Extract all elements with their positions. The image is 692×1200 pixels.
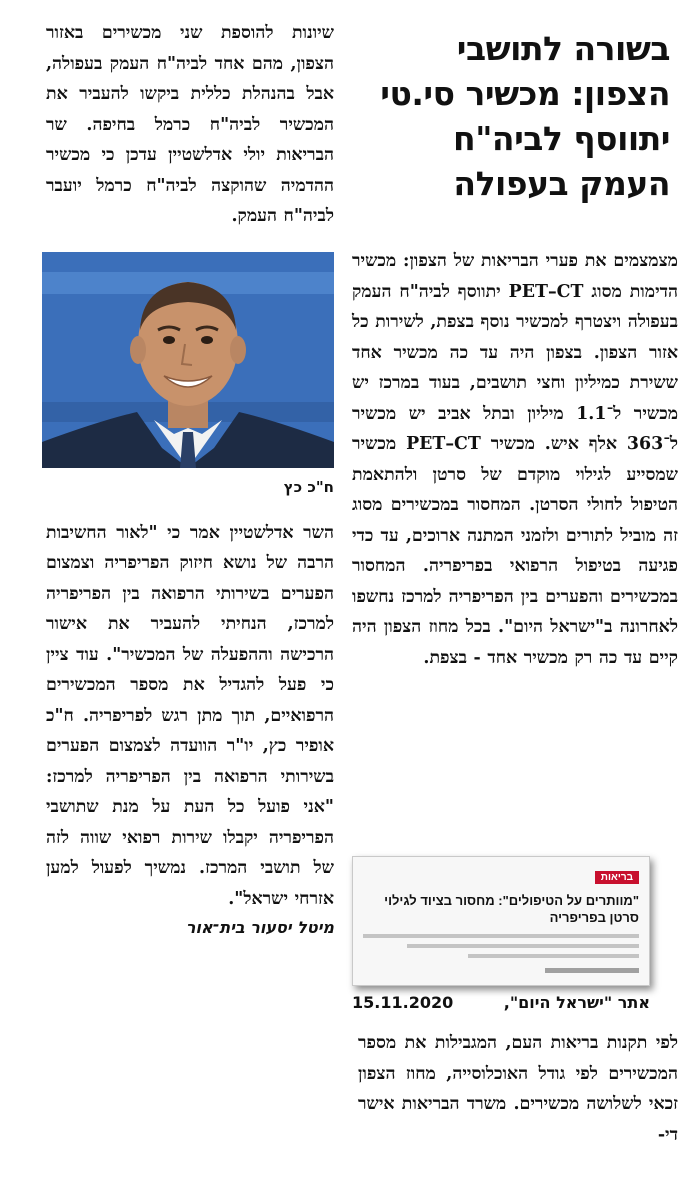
clipping-section-label: בריאות: [595, 871, 639, 884]
clipping-title: "מוותרים על הטיפולים": מחסור בציוד לגילוי סרטן בפריפריה: [384, 893, 639, 925]
clipping-author-line: [545, 968, 639, 973]
left-column: [46, 18, 334, 937]
photo-caption: ח"כ כץ: [283, 477, 334, 496]
article-body-left-top: שיונות להוספת שני מכשירים באזור הצפון, מהם אחד לביה"ח העמק בעפולה, אבל בהנהלת כללית ביקשו להעביר את המכשיר לביה"ח כרמל בחיפה. שר הבריאות יולי אדלשטיין עדכן כי מכשיר ההדמיה שהוקצה לביה"ח כרמל יועבר לביה"ח העמק.: [46, 23, 334, 226]
byline: מיטל יסעור בית־אור: [185, 918, 334, 937]
right-column: [352, 26, 682, 673]
clipping-line: [468, 954, 639, 958]
news-clipping: [352, 856, 650, 986]
clipping-source: אתר "ישראל היום",: [503, 993, 650, 1012]
portrait-photo: [42, 252, 334, 468]
article-body-left-bottom: השר אדלשטיין אמר כי "לאור החשיבות הרבה של נושא חיזוק הפריפריה וצמצום הפערים בשירותי הרפואה בין הפריפריה למרכז, הנחיתי להעביר את אישור הרכישה וההפעלה של המכשיר". עוד ציין כי פעל להגדיל את מספר המכשירים הרפואיים, תוך מתן רגש לפריפריה. ח"כ אופיר כץ, יו"ר הוועדה לצמצום הפערים בשירותי הרפואה בין הפריפריה למרכז: "אני פועל כל העת על מנת שתושבי הפריפריה יקבלו שירות רפואי שווה לזה של תושבי המרכז. נמשיך לפעול למען אזרחי ישראל".: [46, 522, 334, 909]
clipping-line: [363, 934, 639, 938]
clipping-text-lines: [363, 934, 639, 958]
article-body-right-bottom: לפי תקנות בריאות העם, המגבילות את מספר המכשירים לפי גודל האוכלוסייה, מחוז הצפון זכאי לשלושה מכשירים. משרד הבריאות אישר די-: [358, 1033, 678, 1145]
portrait-illustration: [42, 252, 334, 468]
clipping-date: 15.11.2020: [352, 993, 454, 1012]
article-headline: בשורה לתושבי הצפון: מכשיר סי.טי יתווסף לביה"ח העמק בעפולה: [380, 29, 670, 203]
clipping-line: [407, 944, 639, 948]
clipping-caption: [352, 992, 650, 1014]
right-bottom-column: [358, 1028, 678, 1150]
article-body-right: מצמצמים את פערי הבריאות של הצפון: מכשיר הדימות מסוג PET–CT יתווסף לביה"ח העמק בעפולה ויצטרף למכשיר נוסף בצפת, לשירות כל אזור הצפון. בצפון היה עד כה מכשיר אחד ששירת כמיליון וחצי תושבים, בעוד במרכז יש מכשיר ל־1.1 מיליון ובתל אביב יש מכשיר ל־363 אלף איש. מכשיר PET–CT מכשיר שמסייע לגילוי מוקדם של סרטן ולהתאמת הטיפול לחולי הסרטן. המחסור במכשירים מסוג זה מוביל לתורים ולזמני המתנה ארוכים, עד כדי פגיעה בטיפול הרפואי בפריפריה. המחסור במכשירים והפערים בין הפריפריה למרכז נחשפו לאחרונה ב"ישראל היום". בכל מחוז הצפון היה קיים עד כה רק מכשיר אחד - בצפת.: [352, 251, 679, 668]
